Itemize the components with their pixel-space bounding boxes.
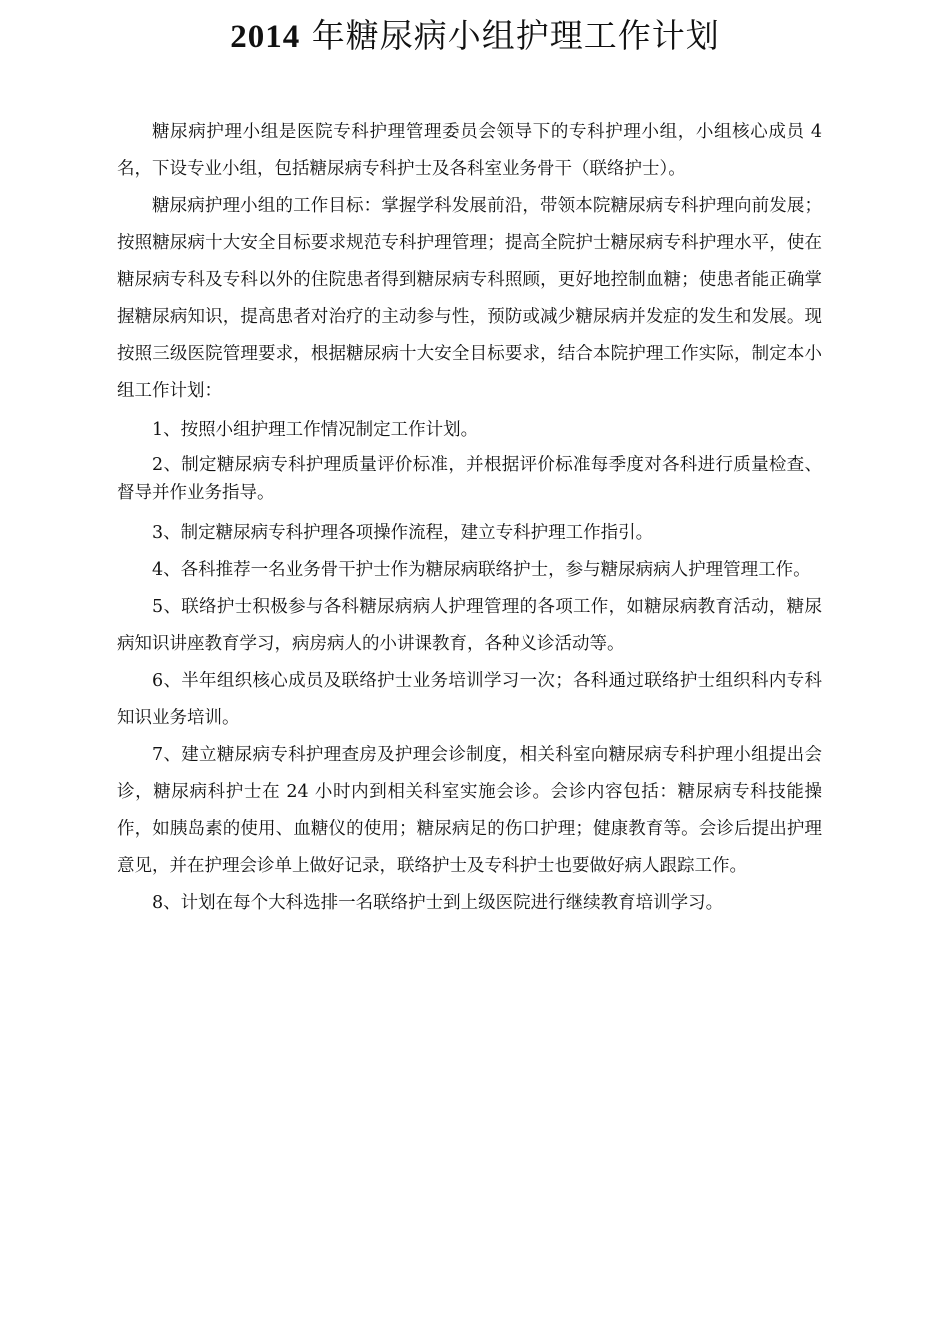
paragraph-goals: 糖尿病护理小组的工作目标：掌握学科发展前沿，带领本院糖尿病专科护理向前发展；按照糖尿病十大安全目标要求规范专科护理管理；提高全院护士糖尿病专科护理水平，使在糖尿病专科及专科以外的住院患者得到糖尿病专科照顾，更好地控制血糖；使患者能正确掌握糖尿病知识，提高患者对治疗的主动参与性，预防或减少糖尿病并发症的发生和发展。现按照三级医院管理要求，根据糖尿病十大安全目标要求，结合本院护理工作实际，制定本小组工作计划： — [117, 196, 822, 401]
list-item-3: 3、制定糖尿病专科护理各项操作流程，建立专科护理工作指引。 — [152, 523, 654, 543]
list-item-2: 2、制定糖尿病专科护理质量评价标准，并根据评价标准每季度对各科进行质量检查、督导并作业务指导。 — [117, 455, 822, 503]
title-text: 年糖尿病小组护理工作计划 — [300, 16, 720, 55]
list-item-6: 6、半年组织核心成员及联络护士业务培训学习一次；各科通过联络护士组织科内专科知识业务培训。 — [117, 671, 822, 728]
list-item-4: 4、各科推荐一名业务骨干护士作为糖尿病联络护士，参与糖尿病病人护理管理工作。 — [152, 560, 811, 580]
list-item-7: 7、建立糖尿病专科护理查房及护理会诊制度，相关科室向糖尿病专科护理小组提出会诊，糖尿病科护士在 24 小时内到相关科室实施会诊。会诊内容包括：糖尿病专科技能操作，如胰岛素的使用、血糖仪的使用；糖尿病足的伤口护理；健康教育等。会诊后提出护理意见，并在护理会诊单上做好记录，联络护士及专科护士也要做好病人跟踪工作。 — [117, 745, 822, 876]
title-year: 2014 — [230, 19, 301, 55]
list-item-5: 5、联络护士积极参与各科糖尿病病人护理管理的各项工作，如糖尿病教育活动，糖尿病知识讲座教育学习，病房病人的小讲课教育，各种义诊活动等。 — [117, 597, 822, 654]
list-item-8: 8、计划在每个大科选排一名联络护士到上级医院进行继续教育培训学习。 — [152, 893, 724, 913]
page-title — [0, 14, 950, 59]
list-item-1: 1、按照小组护理工作情况制定工作计划。 — [152, 420, 479, 440]
paragraph-intro: 糖尿病护理小组是医院专科护理管理委员会领导下的专科护理小组，小组核心成员 4 名，下设专业小组，包括糖尿病专科护士及各科室业务骨干（联络护士）。 — [117, 122, 822, 179]
document-body — [117, 114, 822, 922]
